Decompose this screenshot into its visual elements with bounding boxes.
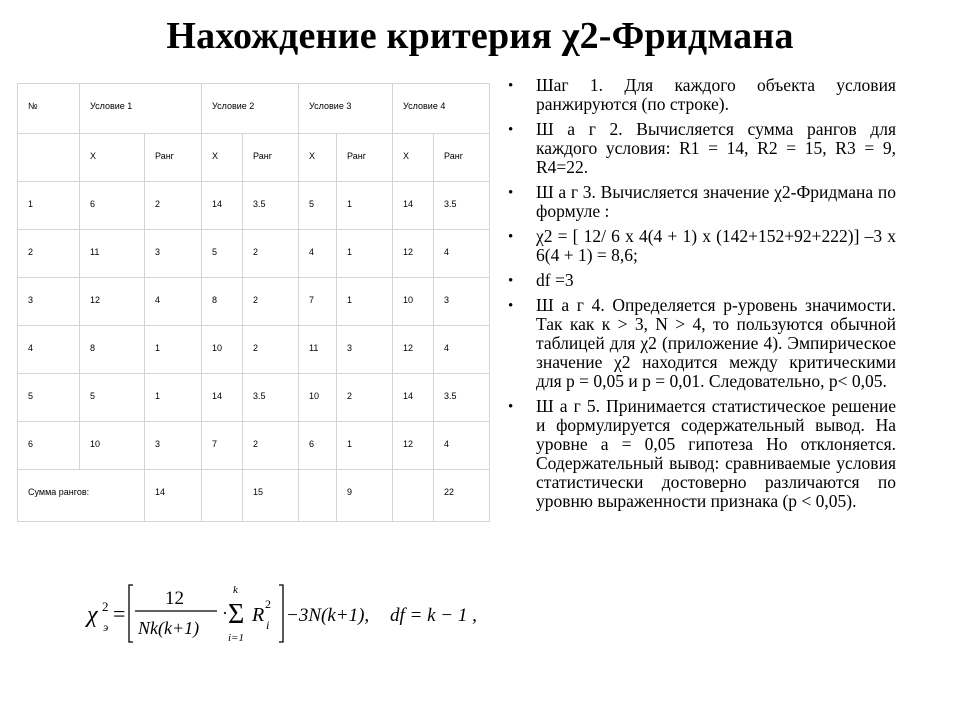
ranks-table xyxy=(17,83,490,522)
formula-denominator: Nk(k+1) xyxy=(138,618,200,638)
subheader-cell: Х xyxy=(202,134,243,182)
step-text: Ш а г 3. Вычисляется значение χ2-Фридмана по формуле : xyxy=(536,182,896,221)
table-cell: 1 xyxy=(337,422,393,470)
list-item xyxy=(508,397,896,511)
list-item xyxy=(508,227,896,265)
formula-r-sub: i xyxy=(266,618,270,632)
table-row xyxy=(18,182,490,230)
table-cell: 12 xyxy=(393,326,434,374)
sum-cell: 22 xyxy=(434,470,490,522)
header-cell: Условие 3 xyxy=(299,84,393,134)
table-row xyxy=(18,278,490,326)
table-cell: 6 xyxy=(299,422,337,470)
table-cell xyxy=(299,470,337,522)
table-cell xyxy=(202,470,243,522)
table-cell: 2 xyxy=(243,422,299,470)
sum-cell: 9 xyxy=(337,470,393,522)
header-cell: Условие 4 xyxy=(393,84,490,134)
table-cell: 3.5 xyxy=(434,182,490,230)
list-item xyxy=(508,120,896,177)
table-cell: 12 xyxy=(80,278,145,326)
formula-equals: = xyxy=(113,601,126,626)
bullet-icon: • xyxy=(508,229,514,245)
table-cell: 3 xyxy=(434,278,490,326)
table-cell: 14 xyxy=(202,374,243,422)
subheader-cell: Х xyxy=(299,134,337,182)
bullet-icon: • xyxy=(508,185,514,201)
slide-title: Нахождение критерия χ2-Фридмана xyxy=(166,15,794,57)
bullet-icon: • xyxy=(508,399,514,415)
table-cell: 3 xyxy=(145,422,202,470)
step-text: Ш а г 5. Принимается статистическое решение и формулируется содержательный вывод. На уровне а = 0,05 гипотеза Но отклоняется. Содержательный вывод: сравниваемые условия статистически достоверно различаются по уровню выраженности признака (р < 0,05). xyxy=(536,396,896,511)
table-cell: 4 xyxy=(18,326,80,374)
table-cell: 5 xyxy=(80,374,145,422)
formula-bracket-right xyxy=(279,585,283,642)
formula-dot: · xyxy=(222,603,228,623)
table-cell: 2 xyxy=(145,182,202,230)
formula-chi-sub: э xyxy=(103,620,109,634)
sigma-icon: Σ xyxy=(228,599,245,630)
table-cell: 2 xyxy=(18,230,80,278)
sum-label: Сумма рангов: xyxy=(18,470,145,522)
step-text: df =3 xyxy=(536,270,574,290)
table-cell: 3.5 xyxy=(243,374,299,422)
table-cell: 3 xyxy=(145,230,202,278)
table-cell: 14 xyxy=(393,374,434,422)
subheader-cell: Х xyxy=(80,134,145,182)
bullet-icon: • xyxy=(508,78,514,94)
formula-r: R xyxy=(252,604,265,626)
table-cell: 10 xyxy=(80,422,145,470)
bullet-icon: • xyxy=(508,122,514,138)
table-cell: 14 xyxy=(202,182,243,230)
table-row xyxy=(18,374,490,422)
table-cell: 1 xyxy=(337,182,393,230)
sum-cell: 15 xyxy=(243,470,299,522)
step-text: Ш а г 4. Определяется р-уровень значимости. Так как к > 3, N > 4, то пользуются обычной таблицей для χ2 (приложение 4). Эмпирическое значение χ2 находится между критическими для р = 0,05 и р = 0,01. Следовательно, р< 0,05. xyxy=(536,295,896,391)
table-cell: 1 xyxy=(337,278,393,326)
table-cell: 8 xyxy=(80,326,145,374)
table-header-row xyxy=(18,84,490,134)
header-cell: Условие 1 xyxy=(80,84,202,134)
table-cell xyxy=(393,470,434,522)
formula-tail: −3N(k+1), xyxy=(286,605,370,626)
formula-sum-bottom: i=1 xyxy=(228,632,244,644)
table-row xyxy=(18,422,490,470)
formula-chi: χ xyxy=(87,602,98,628)
table-cell: 1 xyxy=(337,230,393,278)
table-cell: 11 xyxy=(299,326,337,374)
table-cell: 14 xyxy=(393,182,434,230)
step-text: Ш а г 2. Вычисляется сумма рангов для каждого условия: R1 = 14, R2 = 15, R3 = 9, R4=22. xyxy=(536,119,896,177)
table-cell: 2 xyxy=(243,230,299,278)
table-cell: 4 xyxy=(434,326,490,374)
table-cell: 1 xyxy=(18,182,80,230)
table-cell: 7 xyxy=(299,278,337,326)
sum-cell: 14 xyxy=(145,470,202,522)
bullet-icon: • xyxy=(508,273,514,289)
table-cell: 4 xyxy=(434,230,490,278)
formula-r-sup: 2 xyxy=(265,597,271,611)
table-cell: 4 xyxy=(299,230,337,278)
table-cell: 6 xyxy=(80,182,145,230)
table-cell: 10 xyxy=(202,326,243,374)
header-cell: № xyxy=(18,84,80,134)
formula-chi-sup: 2 xyxy=(102,599,109,614)
table-cell: 5 xyxy=(18,374,80,422)
subheader-cell: Х xyxy=(393,134,434,182)
table-cell: 3.5 xyxy=(243,182,299,230)
subheader-cell xyxy=(18,134,80,182)
table-cell: 2 xyxy=(243,278,299,326)
header-cell: Условие 2 xyxy=(202,84,299,134)
table-cell: 4 xyxy=(145,278,202,326)
table-row xyxy=(18,326,490,374)
formula-df: df = k − 1 , xyxy=(390,605,477,626)
table-cell: 3 xyxy=(337,326,393,374)
formula-numerator: 12 xyxy=(165,588,184,609)
table-cell: 3.5 xyxy=(434,374,490,422)
table-row xyxy=(18,230,490,278)
table-cell: 10 xyxy=(393,278,434,326)
step-text: Шаг 1. Для каждого объекта условия ранжируются (по строке). xyxy=(536,75,896,114)
subheader-cell: Ранг xyxy=(434,134,490,182)
table-sum-row xyxy=(18,470,490,522)
subheader-cell: Ранг xyxy=(145,134,202,182)
table-cell: 1 xyxy=(145,326,202,374)
list-item xyxy=(508,296,896,391)
table-subheader-row xyxy=(18,134,490,182)
table-cell: 5 xyxy=(202,230,243,278)
formula-sum-top: k xyxy=(233,584,238,596)
table-cell: 7 xyxy=(202,422,243,470)
table-cell: 10 xyxy=(299,374,337,422)
table-cell: 2 xyxy=(243,326,299,374)
bullet-icon: • xyxy=(508,298,514,314)
table-cell: 12 xyxy=(393,422,434,470)
table-cell: 6 xyxy=(18,422,80,470)
subheader-cell: Ранг xyxy=(337,134,393,182)
table-cell: 11 xyxy=(80,230,145,278)
table-cell: 4 xyxy=(434,422,490,470)
formula-bracket-left xyxy=(129,585,133,642)
list-item xyxy=(508,183,896,221)
subheader-cell: Ранг xyxy=(243,134,299,182)
list-item xyxy=(508,271,896,290)
table-cell: 12 xyxy=(393,230,434,278)
table-cell: 5 xyxy=(299,182,337,230)
table-cell: 3 xyxy=(18,278,80,326)
table-cell: 2 xyxy=(337,374,393,422)
step-text: χ2 = [ 12/ 6 x 4(4 + 1) x (142+152+92+222)] –3 x 6(4 + 1) = 8,6; xyxy=(536,226,896,265)
table-cell: 8 xyxy=(202,278,243,326)
friedman-formula xyxy=(85,578,485,648)
table-cell: 1 xyxy=(145,374,202,422)
steps-list xyxy=(508,76,896,517)
list-item xyxy=(508,76,896,114)
